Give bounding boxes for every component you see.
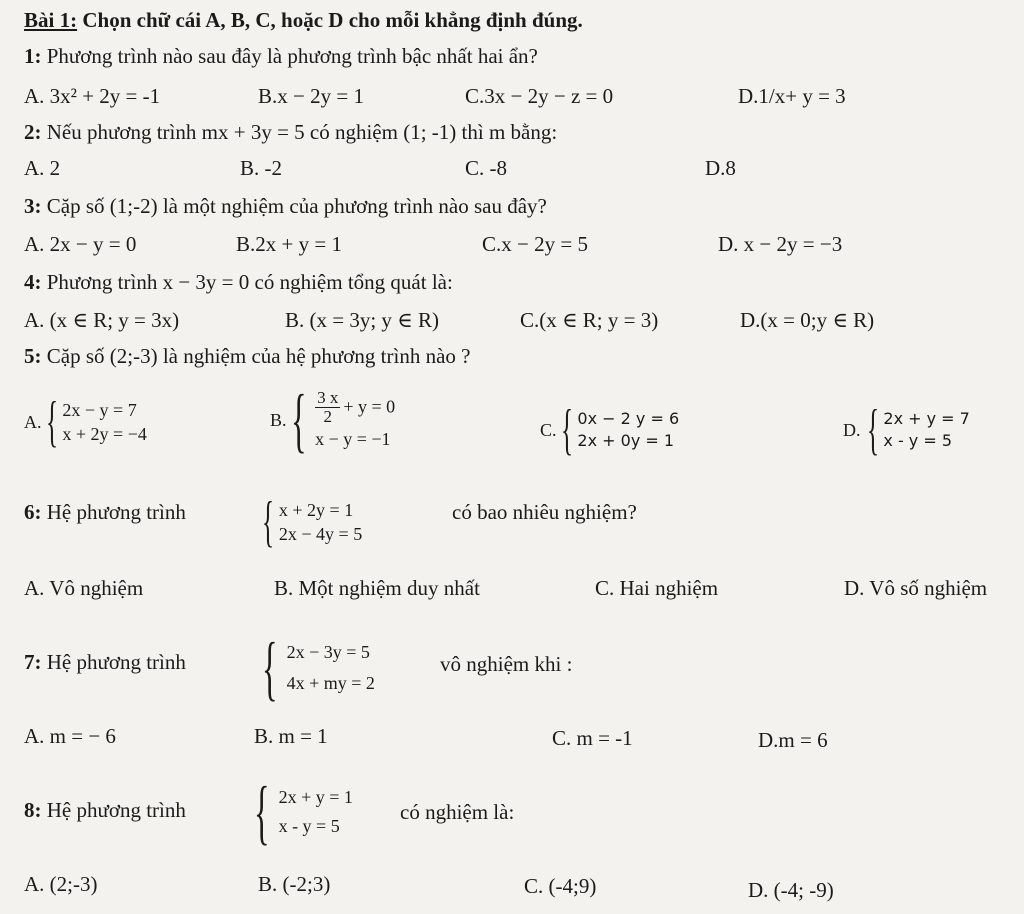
question-text: Nếu phương trình mx + 3y = 5 có nghiệm (1; -1) thì m bằng: [41,120,558,144]
question-8 [24,798,186,822]
equation-line: x + 2y = −4 [62,424,147,444]
q1-option-c: C.3x − 2y − z = 0 [465,84,614,108]
brace-icon: { [560,399,573,461]
question-text: Phương trình nào sau đây là phương trình bậc nhất hai ẩn? [41,44,538,68]
q7-option-c: C. m = -1 [552,726,633,750]
q6-system [262,491,363,553]
question-tail: vô nghiệm khi : [440,652,573,676]
exercise-title [24,8,583,32]
question-number: 6: [24,500,42,524]
brace-icon: { [290,380,307,460]
option-label: C. [540,419,557,440]
q2-option-b: B. -2 [240,156,282,180]
q3-option-a: A. 2x − y = 0 [24,232,137,256]
q7-option-a: A. m = − 6 [24,724,116,748]
question-text: Cặp số (2;-3) là nghiệm của hệ phương trình nào ? [41,344,471,368]
q3-option-b: B.2x + y = 1 [236,232,342,256]
equation-line: x + 2y = 1 [278,499,354,520]
equation-line: 4x + my = 2 [286,673,375,693]
equation-line: 2x − y = 7 [62,399,137,420]
q8-option-c: C. (-4;9) [524,874,597,898]
question-2 [24,120,557,144]
option-label: D. [843,419,861,440]
question-text: Hệ phương trình [41,798,186,822]
q6-option-b: B. Một nghiệm duy nhất [274,576,480,600]
q1-option-b: B.x − 2y = 1 [258,84,364,108]
q7-option-d: D.m = 6 [758,728,828,752]
q8-option-d: D. (-4; -9) [748,878,834,902]
q5-option-b [270,380,396,460]
q1-option-a: A. 3x² + 2y = -1 [24,84,161,108]
question-text: Phương trình x − 3y = 0 có nghiệm tổng quát là: [41,270,453,294]
q1-option-d: D.1/x+ y = 3 [738,84,846,108]
q4-option-d: D.(x = 0;y ∈ R) [740,308,875,332]
q5-option-a [24,391,147,453]
question-number: 7: [24,650,42,674]
brace-icon: { [866,399,879,461]
fraction-numerator: 3 x [317,387,339,407]
brace-icon: { [262,628,278,708]
q4-option-b: B. (x = 3y; y ∈ R) [285,308,439,332]
question-text: Hệ phương trình [41,500,186,524]
equation-line: x - y = 5 [883,431,953,450]
equation-line: 0x − 2 y = 6 [577,409,680,429]
brace-icon: { [262,491,275,553]
fraction-denominator: 2 [323,407,332,427]
exercise-label: Bài 1: [24,8,78,32]
question-3 [24,194,547,218]
q7-option-b: B. m = 1 [254,724,328,748]
q6-option-c: C. Hai nghiệm [595,576,719,600]
q8-option-a: A. (2;-3) [24,872,98,896]
question-1 [24,44,538,68]
exercise-instruction: Chọn chữ cái A, B, C, hoặc D cho mỗi khẳng định đúng. [77,8,583,32]
equation-line: x - y = 5 [278,816,340,836]
equation-line: 2x + y = 1 [278,787,353,808]
q4-option-a: A. (x ∈ R; y = 3x) [24,308,180,332]
equation-line [315,389,395,427]
question-4 [24,270,453,294]
equation-rest: + y = 0 [343,395,396,416]
question-number: 3: [24,194,42,218]
fraction [315,389,340,427]
q6-option-a: A. Vô nghiệm [24,576,144,600]
question-number: 1: [24,44,42,68]
q2-option-a: A. 2 [24,156,61,180]
equation-line: 2x + y = 7 [883,409,970,429]
question-7 [24,650,186,674]
question-number: 8: [24,798,42,822]
question-tail: có nghiệm là: [400,800,515,824]
equation-line: x − y = −1 [315,429,391,450]
question-number: 4: [24,270,42,294]
q6-option-d: D. Vô số nghiệm [844,576,988,600]
equation-line: 2x − 3y = 5 [286,642,370,663]
q4-option-c: C.(x ∈ R; y = 3) [520,308,659,332]
q5-option-c [540,399,680,461]
q7-system [262,628,375,708]
question-text: Hệ phương trình [41,650,186,674]
brace-icon: { [254,772,270,852]
question-tail: có bao nhiêu nghiệm? [452,500,637,524]
q2-option-c: C. -8 [465,156,507,180]
option-label: B. [270,409,287,430]
equation-line: 2x − 4y = 5 [278,524,363,544]
option-label: A. [24,411,42,432]
question-5 [24,344,470,368]
q2-option-d: D.8 [705,156,736,180]
q8-option-b: B. (-2;3) [258,872,331,896]
q3-option-d: D. x − 2y = −3 [718,232,843,256]
question-6 [24,500,186,524]
question-number: 2: [24,120,42,144]
question-text: Cặp số (1;-2) là một nghiệm của phương trình nào sau đây? [41,194,547,218]
q3-option-c: C.x − 2y = 5 [482,232,588,256]
q5-option-d [843,399,970,461]
question-number: 5: [24,344,42,368]
equation-line: 2x + 0y = 1 [577,431,675,450]
q8-system [254,772,353,852]
brace-icon: { [45,391,58,453]
